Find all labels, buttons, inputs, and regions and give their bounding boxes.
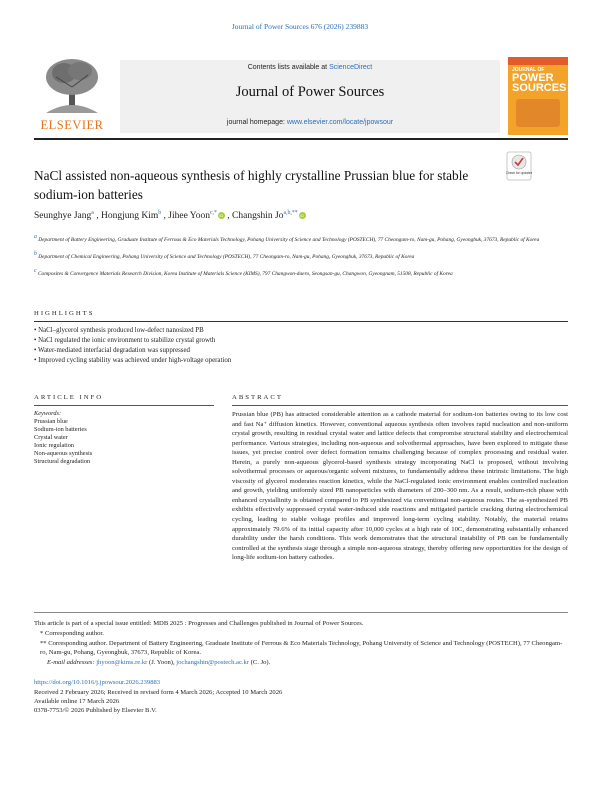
cover-title: JOURNAL OF POWER SOURCES: [512, 67, 567, 94]
affiliation: $^a$ Department of Battery Engineering, Graduate Institute of Ferrous & Eco Materials Technology, Pohang University of Science and Technology (POSTECH), 77 Cheongam-ro, Nam-gu, Pohang, Gyeongbuk, 37673, Republic of Korea: [34, 234, 540, 243]
keywords-label: Keywords:: [34, 410, 62, 417]
abstract-text: Prussian blue (PB) has attracted considerable attention as a cathode material for sodium-ion batteries owing to its low cost and fast Na⁺ diffusion kinetics. However, conventional aqueous synthesis often involves rapid nucleation and non-uniform crystal growth, resulting in residual crystal water and lattice defects that compromise structural stability and electrochemical performance. Various strategies, including non-aqueous and solvothermal approaches, have been explored to mitigate these issues, yet precise control over defect formation remains challenging because of complex processing and residual water. Herein, a purely non-aqueous glycerol-based synthesis strategy incorporating NaCl is proposed, without involving solvothermal processes or aqueous/organic solvent mixtures, to fundamentally address these intrinsic limitations. The high viscosity of glycerol moderates reaction kinetics, while the NaCl-regulated ionic environment enables controlled nucleation and growth, yielding uniformly sized PB nanoparticles with diameters of 200–300 nm. As a result, sodium-rich phase with enhanced crystallinity is obtained compared to PB synthesized via conventional non-aqueous routes. The as-synthesized PB exhibits effectively suppressed crystal water-induced side reactions and mitigated particle cracking during electrochemical cycling, leading to stable voltage profiles and improved long-term cycling stability. Notably, the material retains approximately 79.6% of its initial capacity after 10,000 cycles at a high rate of 10C, demonstrating substantially enhanced durability under the harsh conditions. This work demonstrates that the structural instability of PB can be fundamentally controlled at the synthesis stage through a simple non-aqueous strategy, thereby offering new opportunities for the design of long-life sodium-ion battery cathodes.: [232, 411, 568, 562]
keyword-item: Structural degradation: [34, 458, 91, 465]
elsevier-logo[interactable]: [34, 57, 110, 135]
special-issue-note: This article is part of a special issue entitled: MDB 2025 : Progresses and Challenges published in Journal of Power Sources.: [34, 620, 364, 627]
keyword-item: Ionic regulation: [34, 442, 75, 449]
journal-banner: [34, 57, 568, 135]
highlights-heading: HIGHLIGHTS: [34, 310, 95, 317]
email-link[interactable]: jhyoon@kims.re.kr: [96, 659, 148, 666]
email-addresses: E-mail addresses: jhyoon@kims.re.kr (J. Yoon), jochangshin@postech.ac.kr (C. Jo).: [47, 659, 271, 666]
article-title: NaCl assisted non-aqueous synthesis of highly crystalline Prussian blue for stable sodium-ion batteries: [34, 168, 469, 202]
crossmark-label: Check for updates: [506, 171, 532, 175]
journal-cover-image[interactable]: [508, 57, 568, 135]
available-online: Available online 17 March 2026: [34, 698, 120, 705]
affiliation: $^c$ Composites & Convergence Materials Research Division, Korea Institute of Materials Science (KIMS), 797 Changwon-daero, Seongsan-gu, Changwon, Gyeongnam, 51508, Republic of Korea: [34, 268, 453, 277]
highlight-item: • Water-mediated interfacial degradation was suppressed: [34, 347, 190, 354]
doi-link-line: [34, 678, 568, 687]
corresponding-author-note: * Corresponding author.: [40, 630, 104, 637]
received-dates: Received 2 February 2026; Received in revised form 4 March 2026; Accepted 10 March 2026: [34, 689, 283, 696]
abstract-heading: ABSTRACT: [232, 394, 283, 401]
copyright-line: 0378-7753/© 2026 Published by Elsevier B.V.: [34, 707, 157, 714]
check-for-updates-icon: [506, 151, 532, 181]
sciencedirect-link[interactable]: ScienceDirect: [329, 64, 373, 71]
orcid-icon[interactable]: iD: [300, 213, 305, 219]
article-info-heading: ARTICLE INFO: [34, 394, 104, 401]
homepage-link[interactable]: www.elsevier.com/locate/jpowsour: [286, 119, 394, 126]
abstract-divider: [232, 405, 568, 406]
corresponding-author-note: ** Corresponding author. Department of Battery Engineering, Graduate Institute of Ferrous & Eco Materials Technology, Pohang University of Science and Technology (POSTECH), 77 Cheongam-ro, Nam-gu, Pohang, Gyeongbuk, 37673, Republic of Korea.: [40, 640, 563, 657]
affiliation: $^b$ Department of Chemical Engineering, Pohang University of Science and Technology (POSTECH), 77 Cheongam-ro, Nam-gu, Pohang, Gyeongbuk, 37673, Republic of Korea: [34, 251, 415, 260]
doi-link[interactable]: https://doi.org/10.1016/j.jpowsour.2026.239883: [34, 679, 161, 686]
keyword-item: Sodium-ion batteries: [34, 426, 87, 433]
author-name[interactable]: Changshin Jo: [232, 211, 284, 222]
highlights-divider: [34, 321, 568, 322]
journal-title: Journal of Power Sources: [235, 84, 385, 100]
keyword-item: Non-aqueous synthesis: [34, 450, 93, 457]
email-link[interactable]: jochangshin@postech.ac.kr: [176, 659, 250, 666]
author-name[interactable]: Jihee Yoon: [168, 211, 210, 222]
banner-divider: [34, 138, 568, 140]
author-name[interactable]: Seunghye Jang: [34, 211, 92, 222]
journal-info-box: [120, 60, 500, 133]
elsevier-wordmark: ELSEVIER: [40, 118, 104, 132]
keyword-item: Crystal water: [34, 434, 68, 441]
highlight-item: • NaCl regulated the ionic environment to stabilize crystal growth: [34, 337, 216, 344]
author-name[interactable]: Hongjung Kim: [100, 211, 159, 222]
elsevier-tree-icon: [42, 57, 102, 115]
orcid-icon[interactable]: iD: [219, 213, 224, 219]
journal-citation[interactable]: Journal of Power Sources 676 (2026) 239883: [231, 22, 369, 31]
contents-line: Contents lists available at ScienceDirect: [247, 64, 373, 71]
article-info-divider: [34, 405, 214, 406]
author-list: Seunghye Jang$^a$ , Hongjung Kim$^b$ , Jihee Yoon$^{c,*}$ iD , Changshin $Jo^{a,b,**}$ iD: [34, 210, 305, 222]
keyword-item: Prussian blue: [34, 418, 68, 425]
footnote-divider: [34, 612, 568, 613]
highlight-item: • Improved cycling stability was achieved under high-voltage operation: [34, 357, 232, 364]
cover-header-band: [508, 57, 568, 65]
highlight-item: • NaCl–glycerol synthesis produced low-defect nanosized PB: [34, 327, 204, 334]
homepage-line: journal homepage: www.elsevier.com/locate/jpowsour: [226, 119, 394, 126]
cover-artwork: [516, 99, 560, 127]
crossmark-badge[interactable]: [506, 151, 532, 181]
